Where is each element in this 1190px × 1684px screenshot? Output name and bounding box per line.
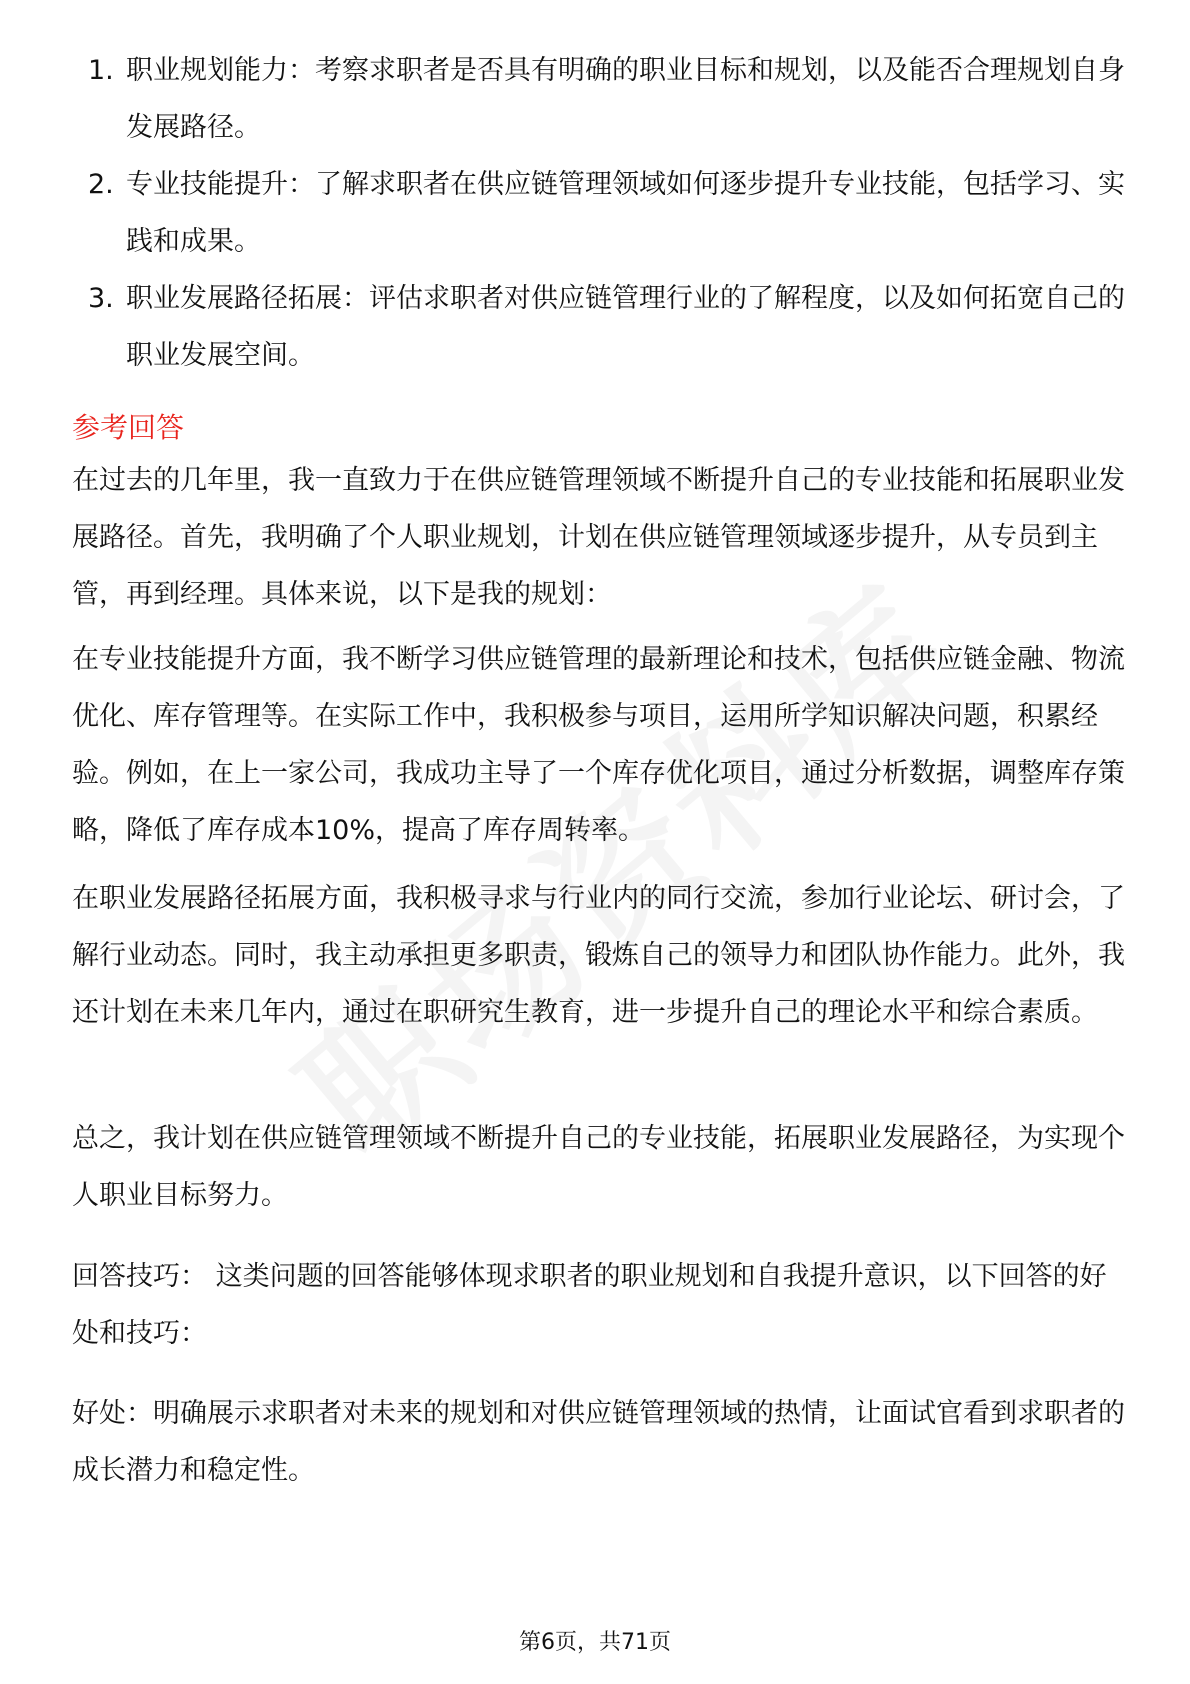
criteria-list xyxy=(72,42,1132,384)
list-number: 1. xyxy=(88,55,114,86)
paragraph: 在过去的几年里，我一直致力于在供应链管理领域不断提升自己的专业技能和拓展职业发展路径。首先，我明确了个人职业规划，计划在供应链管理领域逐步提升，从专员到主管，再到经理。具体来说，以下是我的规划： xyxy=(72,465,1125,610)
list-number: 3. xyxy=(88,283,114,314)
list-number: 2. xyxy=(88,169,114,200)
list-text: 专业技能提升：了解求职者在供应链管理领域如何逐步提升专业技能，包括学习、实践和成果。 xyxy=(126,169,1125,257)
paragraph: 好处：明确展示求职者对未来的规划和对供应链管理领域的热情，让面试官看到求职者的成长潜力和稳定性。 xyxy=(72,1398,1125,1486)
paragraph: 总之，我计划在供应链管理领域不断提升自己的专业技能，拓展职业发展路径，为实现个人职业目标努力。 xyxy=(72,1123,1125,1211)
section-title: 参考回答 xyxy=(72,411,185,444)
list-item xyxy=(72,42,1132,156)
page-footer: 第6页，共71页 xyxy=(519,1630,671,1655)
list-text: 职业规划能力：考察求职者是否具有明确的职业目标和规划，以及能否合理规划自身发展路径。 xyxy=(126,55,1125,143)
list-item xyxy=(72,270,1132,384)
paragraph: 回答技巧： 这类问题的回答能够体现求职者的职业规划和自我提升意识，以下回答的好处和技巧： xyxy=(72,1261,1107,1349)
paragraph: 在职业发展路径拓展方面，我积极寻求与行业内的同行交流，参加行业论坛、研讨会，了解行业动态。同时，我主动承担更多职责，锻炼自己的领导力和团队协作能力。此外，我还计划在未来几年内，通过在职研究生教育，进一步提升自己的理论水平和综合素质。 xyxy=(72,883,1125,1028)
list-text: 职业发展路径拓展：评估求职者对供应链管理行业的了解程度，以及如何拓宽自己的职业发展空间。 xyxy=(126,283,1125,371)
list-item xyxy=(72,156,1132,270)
paragraph: 在专业技能提升方面，我不断学习供应链管理的最新理论和技术，包括供应链金融、物流优化、库存管理等。在实际工作中，我积极参与项目，运用所学知识解决问题，积累经验。例如，在上一家公司，我成功主导了一个库存优化项目，通过分析数据，调整库存策略，降低了库存成本10%，提高了库存周转率。 xyxy=(72,644,1125,846)
